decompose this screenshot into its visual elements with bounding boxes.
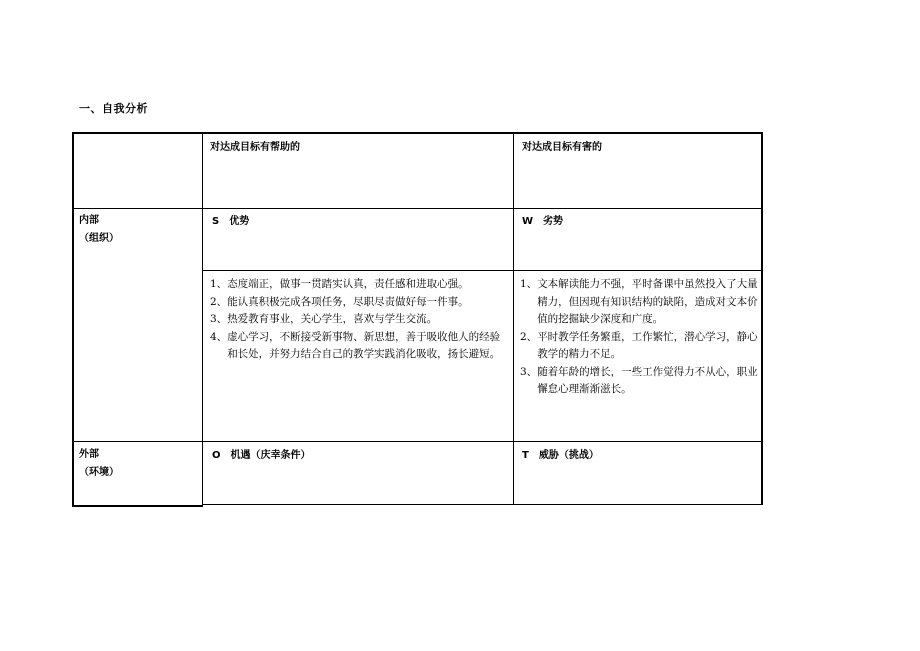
external-label-line1: 外部 xyxy=(79,449,99,460)
list-item: 1、 文本解读能力不强，平时备课中虽然投入了大量精力，但因现有知识结构的缺陷，造成对文本价值的挖掘缺少深度和广度。 xyxy=(520,278,758,325)
row-divider-2 xyxy=(202,270,763,271)
row-divider-4 xyxy=(202,504,763,505)
strengths-cell xyxy=(210,276,508,364)
row-divider-3 xyxy=(73,441,763,442)
section-heading: 一、自我分析 xyxy=(79,102,148,115)
weaknesses-cell xyxy=(520,276,758,399)
table-border-left xyxy=(72,132,74,507)
internal-label-line2: （组织） xyxy=(79,233,119,244)
internal-label-line1: 内部 xyxy=(79,215,99,226)
list-item: 2、 能认真积极完成各项任务，尽职尽责做好每一件事。 xyxy=(210,295,469,308)
col-divider-2 xyxy=(513,133,514,505)
table-border-right xyxy=(761,132,763,505)
col-divider-1 xyxy=(202,133,203,506)
list-item: 4、 虚心学习，不断接受新事物、新思想，善于吸收他人的经验和长处，并努力结合自己的教学实践消化吸收，扬长避短。 xyxy=(210,330,501,360)
internal-label xyxy=(79,212,119,248)
weakness-title: W 劣势 xyxy=(522,216,564,227)
table-border-top xyxy=(72,132,763,134)
strength-title: S 优势 xyxy=(212,216,250,227)
list-item: 3、 随着年龄的增长，一些工作觉得力不从心，职业懈怠心理渐渐滋长。 xyxy=(520,365,758,395)
strengths-list xyxy=(210,276,508,364)
header-helpful: 对达成目标有帮助的 xyxy=(210,142,300,153)
list-item: 1、 态度端正，做事一贯踏实认真，责任感和进取心强。 xyxy=(210,278,469,290)
table-border-bottom-left xyxy=(72,505,203,507)
row-divider-1 xyxy=(73,208,763,209)
external-label-line2: （环境） xyxy=(79,467,119,478)
list-item: 2、 平时教学任务繁重，工作繁忙，潜心学习，静心教学的精力不足。 xyxy=(520,330,758,360)
list-item: 3、 热爱教育事业，关心学生，喜欢与学生交流。 xyxy=(210,313,438,325)
external-label xyxy=(79,446,119,482)
threat-title: T 威胁（挑战） xyxy=(522,450,599,461)
header-harmful: 对达成目标有害的 xyxy=(522,142,602,153)
opportunity-title: O 机遇（庆幸条件） xyxy=(212,450,311,461)
weaknesses-list xyxy=(520,276,758,399)
